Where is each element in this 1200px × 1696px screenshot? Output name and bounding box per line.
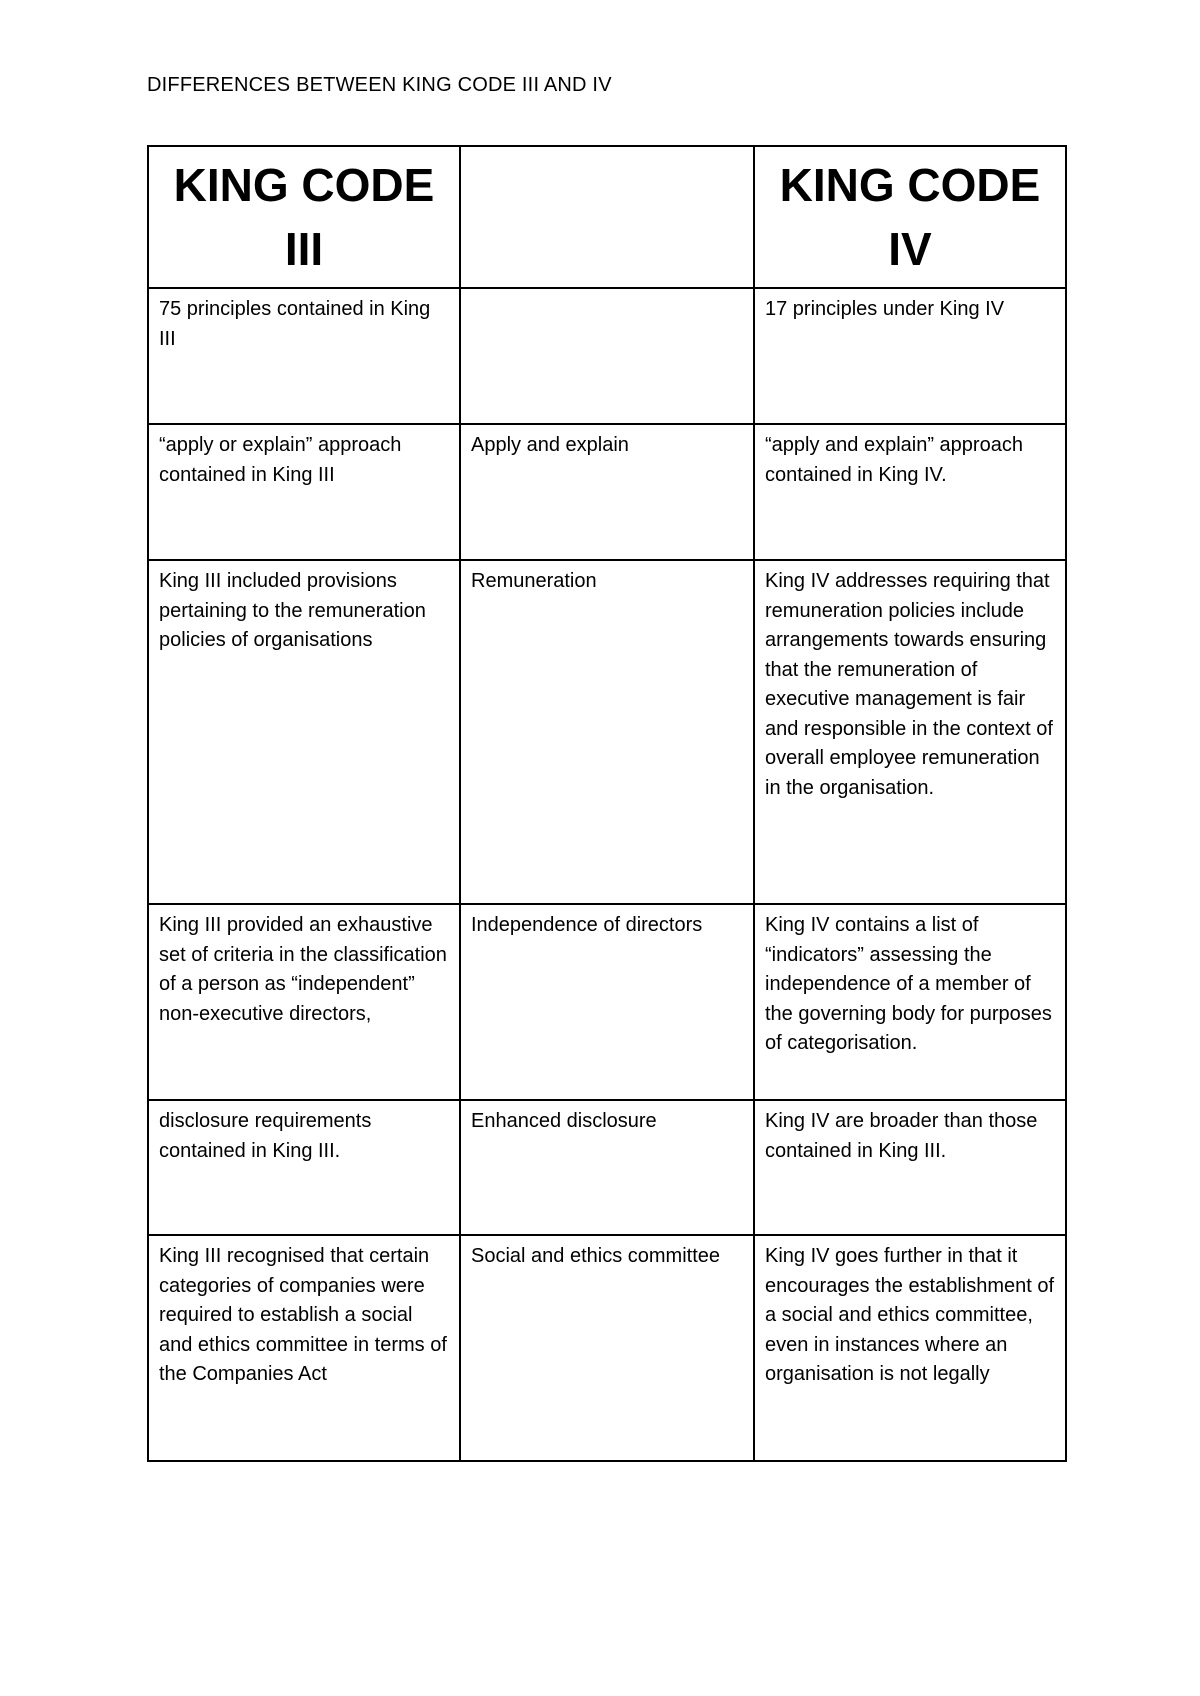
table-row <box>148 424 1066 560</box>
king4-cell: 17 principles under King IV <box>754 288 1066 424</box>
table-row <box>148 1100 1066 1235</box>
header-king-code-iv: KING CODE IV <box>754 146 1066 288</box>
king4-cell: King IV contains a list of “indicators” assessing the independence of a member of the governing body for purposes of categorisation. <box>754 904 1066 1100</box>
topic-cell: Enhanced disclosure <box>460 1100 754 1235</box>
king3-cell: 75 principles contained in King III <box>148 288 460 424</box>
table-row <box>148 1235 1066 1461</box>
topic-cell: Independence of directors <box>460 904 754 1100</box>
table-row <box>148 904 1066 1100</box>
king3-cell: disclosure requirements contained in King III. <box>148 1100 460 1235</box>
topic-cell <box>460 288 754 424</box>
king3-cell: King III provided an exhaustive set of criteria in the classification of a person as “independent” non-executive directors, <box>148 904 460 1100</box>
king4-cell: King IV addresses requiring that remuneration policies include arrangements towards ensuring that the remuneration of executive management is fair and responsible in the context of overall employee remuneration in the organisation. <box>754 560 1066 904</box>
header-king-code-iii: KING CODE III <box>148 146 460 288</box>
header-topic <box>460 146 754 288</box>
table-header-row <box>148 146 1066 288</box>
king4-cell: King IV goes further in that it encourages the establishment of a social and ethics committee, even in instances where an organisation is not legally <box>754 1235 1066 1461</box>
king3-cell: “apply or explain” approach contained in King III <box>148 424 460 560</box>
topic-cell: Apply and explain <box>460 424 754 560</box>
king3-cell: King III included provisions pertaining to the remuneration policies of organisations <box>148 560 460 904</box>
document-title: DIFFERENCES BETWEEN KING CODE III AND IV <box>147 74 612 96</box>
comparison-table <box>147 145 1067 1462</box>
king3-cell: King III recognised that certain categories of companies were required to establish a social and ethics committee in terms of the Companies Act <box>148 1235 460 1461</box>
table-row <box>148 560 1066 904</box>
topic-cell: Social and ethics committee <box>460 1235 754 1461</box>
table-row <box>148 288 1066 424</box>
king4-cell: King IV are broader than those contained in King III. <box>754 1100 1066 1235</box>
topic-cell: Remuneration <box>460 560 754 904</box>
king4-cell: “apply and explain” approach contained in King IV. <box>754 424 1066 560</box>
